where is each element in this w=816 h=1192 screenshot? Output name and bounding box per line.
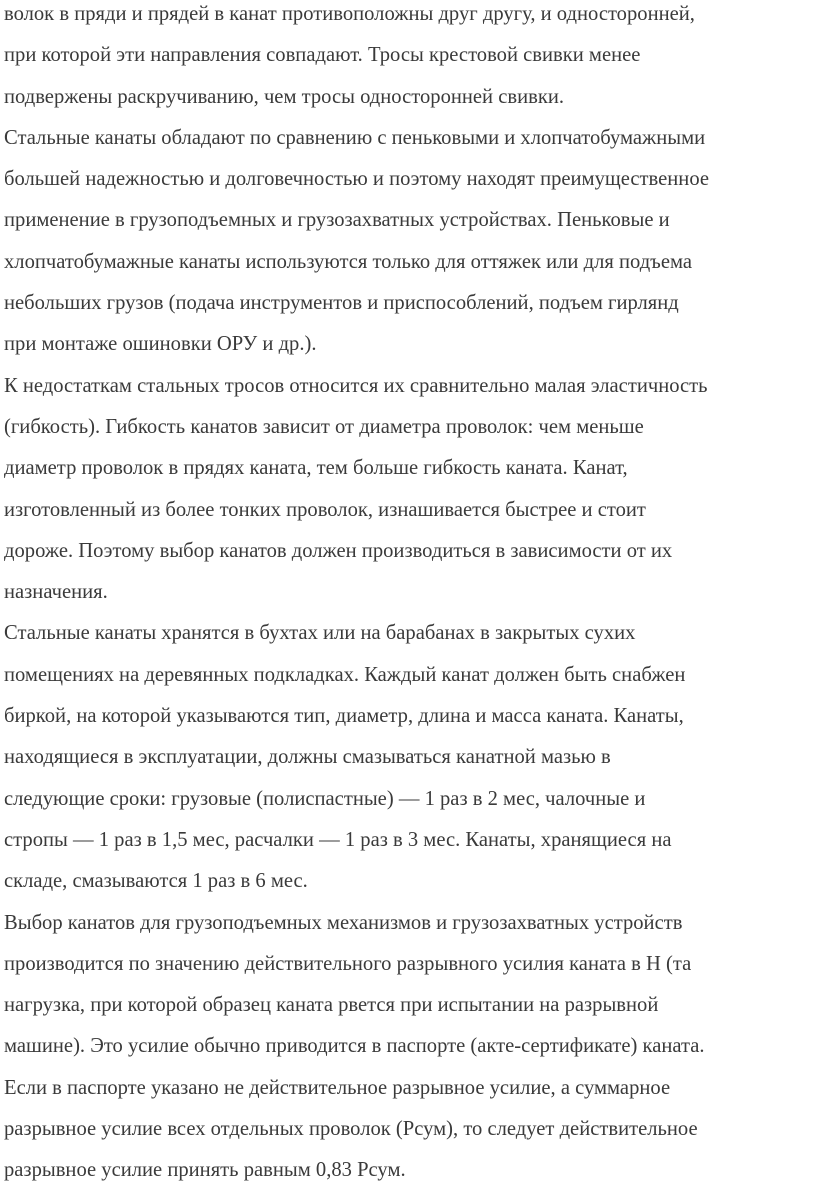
text-line: назначения. xyxy=(4,581,108,604)
text-line: машине). Это усилие обычно приводится в паспорте (акте-сертификате) каната. xyxy=(4,1035,705,1058)
text-line: (гибкость). Гибкость канатов зависит от диаметра проволок: чем меньше xyxy=(4,415,644,438)
text-line: подвержены раскручиванию, чем тросы односторонней свивки. xyxy=(4,85,565,108)
text-line: нагрузка, при которой образец каната рвется при испытании на разрывной xyxy=(4,994,659,1017)
text-line: производится по значению действительного разрывного усилия каната в Н (та xyxy=(4,952,692,975)
text-line: Стальные канаты хранятся в бухтах или на барабанах в закрытых сухих xyxy=(4,622,636,645)
text-line: К недостаткам стальных тросов относится их сравнительно малая эластичность xyxy=(4,374,708,397)
text-line: диаметр проволок в прядях каната, тем больше гибкость каната. Канат, xyxy=(4,457,628,480)
text-line: при монтаже ошиновки ОРУ и др.). xyxy=(4,333,317,356)
paragraph xyxy=(4,366,812,614)
document-body xyxy=(4,0,812,1192)
text-line: Стальные канаты обладают по сравнению с пеньковыми и хлопчатобумажными xyxy=(4,126,706,149)
text-line: разрывное усилие всех отдельных проволок (Рсум), то следует действительное xyxy=(4,1118,698,1141)
text-line: применение в грузоподъемных и грузозахватных устройствах. Пеньковые и xyxy=(4,209,670,232)
text-line: складе, смазываются 1 раз в 6 мес. xyxy=(4,870,308,893)
text-line: дороже. Поэтому выбор канатов должен производиться в зависимости от их xyxy=(4,539,673,562)
text-line: при которой эти направления совпадают. Тросы крестовой свивки менее xyxy=(4,44,641,67)
paragraph xyxy=(4,118,812,366)
paragraph xyxy=(4,613,812,902)
text-line: большей надежностью и долговечностью и поэтому находят преимущественное xyxy=(4,168,710,191)
text-line: Если в паспорте указано не действительное разрывное усилие, а суммарное xyxy=(4,1076,671,1099)
text-line: помещениях на деревянных подкладках. Каждый канат должен быть снабжен xyxy=(4,663,686,686)
text-line: изготовленный из более тонких проволок, изнашивается быстрее и стоит xyxy=(4,498,646,521)
text-line: разрывное усилие принять равным 0,83 Рсум. xyxy=(4,1159,406,1182)
text-line: следующие сроки: грузовые (полиспастные) — 1 раз в 2 мес, чалочные и xyxy=(4,787,646,810)
text-line: небольших грузов (подача инструментов и приспособлений, подъем гирлянд xyxy=(4,292,679,315)
text-line: находящиеся в эксплуатации, должны смазываться канатной мазью в xyxy=(4,746,611,769)
text-line: биркой, на которой указываются тип, диаметр, длина и масса каната. Канаты, xyxy=(4,705,684,728)
text-line: хлопчатобумажные канаты используются только для оттяжек или для подъема xyxy=(4,250,692,273)
text-line: волок в пряди и прядей в канат противоположны друг другу, и односторонней, xyxy=(4,3,695,25)
text-line: Выбор канатов для грузоподъемных механизмов и грузозахватных устройств xyxy=(4,911,683,934)
paragraph xyxy=(4,903,812,1192)
text-line: стропы — 1 раз в 1,5 мес, расчалки — 1 раз в 3 мес. Канаты, хранящиеся на xyxy=(4,828,672,851)
paragraph xyxy=(4,0,812,118)
